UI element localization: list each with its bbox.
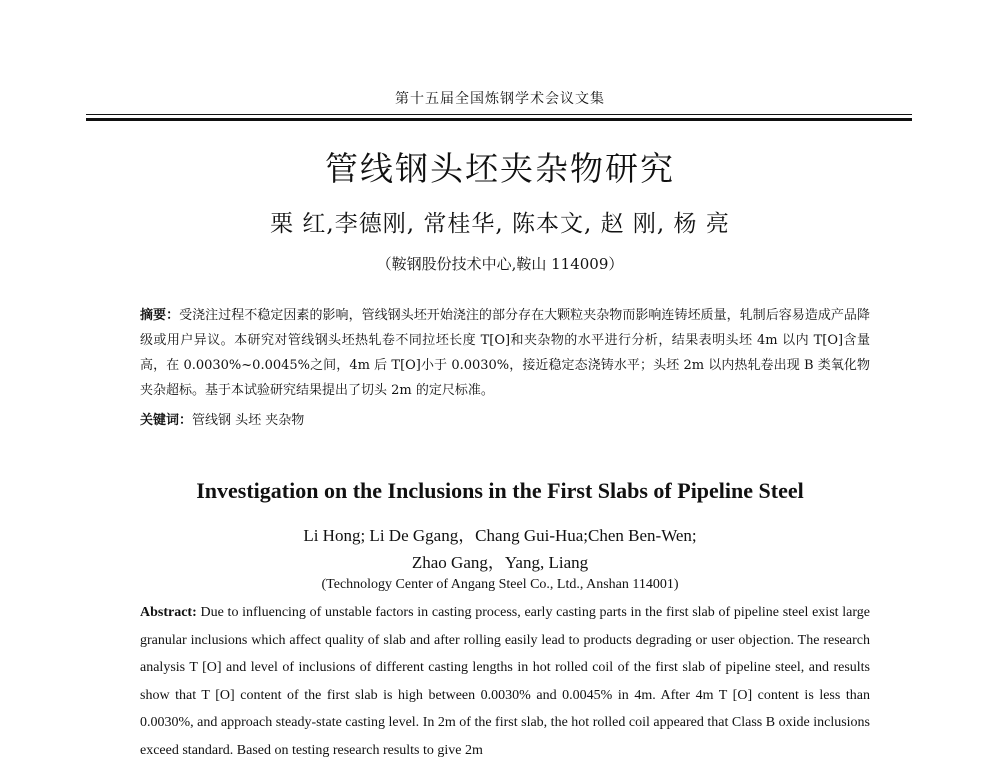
en-authors-line2: Zhao Gang，Yang, Liang: [411, 553, 589, 572]
en-abstract-text: Due to influencing of unstable factors in casting process, early casting parts in the first slab of pipeline steel exist large granular inclusions which affect quality of slab and after rolling easily lead to products degrading or user objection. The research analysis T [O] and level of inclusions of different casting lengths in hot rolled coil of the first slab of pipeline steel, and results show that T [O] content of the first slab is high between 0.0030% and 0.0045% in 4m. After 4m T [O] content is less than 0.0030%, and approach steady-state casting level. In 2m of the first slab, the hot rolled coil appeared that Class B oxide inclusions exceed standard. Based on testing research results to give 2m: [140, 605, 870, 758]
en-abstract-label: Abstract:: [140, 605, 197, 620]
cn-authors: 栗 红,李德刚, 常桂华, 陈本文, 赵 刚, 杨 亮: [270, 211, 730, 237]
cn-keywords: [140, 409, 870, 428]
cn-keywords-text: 管线钢 头坯 夹杂物: [192, 413, 305, 428]
header-rule-thin: [86, 114, 912, 115]
en-affiliation: (Technology Center of Angang Steel Co., Ltd., Anshan 114001): [321, 577, 679, 592]
cn-abstract-text: 受浇注过程不稳定因素的影响，管线钢头坯开始浇注的部分存在大颗粒夹杂物而影响连铸坯质量，轧制后容易造成产品降级或用户异议。本研究对管线钢头坯热轧卷不同拉坯长度 T[O]和夹杂物的水平进行分析，结果表明头坯 4m 以内 T[O]含量高，在 0.0030%~0.0045%之间，4m 后 T[O]小于 0.0030%，接近稳定态浇铸水平；头坯 2m 以内热轧卷出现 B 类氧化物夹杂超标。基于本试验研究结果提出了切头 2m 的定尺标准。: [140, 308, 870, 398]
cn-keywords-label: 关键词：: [140, 413, 193, 428]
cn-abstract: [140, 303, 870, 403]
running-head: 第十五届全国炼钢学术会议文集: [395, 91, 605, 107]
cn-title: 管线钢头坯夹杂物研究: [325, 149, 675, 188]
en-title: Investigation on the Inclusions in the First Slabs of Pipeline Steel: [196, 478, 804, 503]
en-authors-line1: Li Hong; Li De Ggang，Chang Gui-Hua;Chen Ben-Wen;: [303, 526, 697, 545]
en-abstract: [140, 599, 870, 764]
cn-affiliation: （鞍钢股份技术中心,鞍山 114009）: [376, 255, 624, 273]
header-rule-thick: [86, 118, 912, 121]
cn-abstract-label: 摘要：: [140, 308, 180, 323]
